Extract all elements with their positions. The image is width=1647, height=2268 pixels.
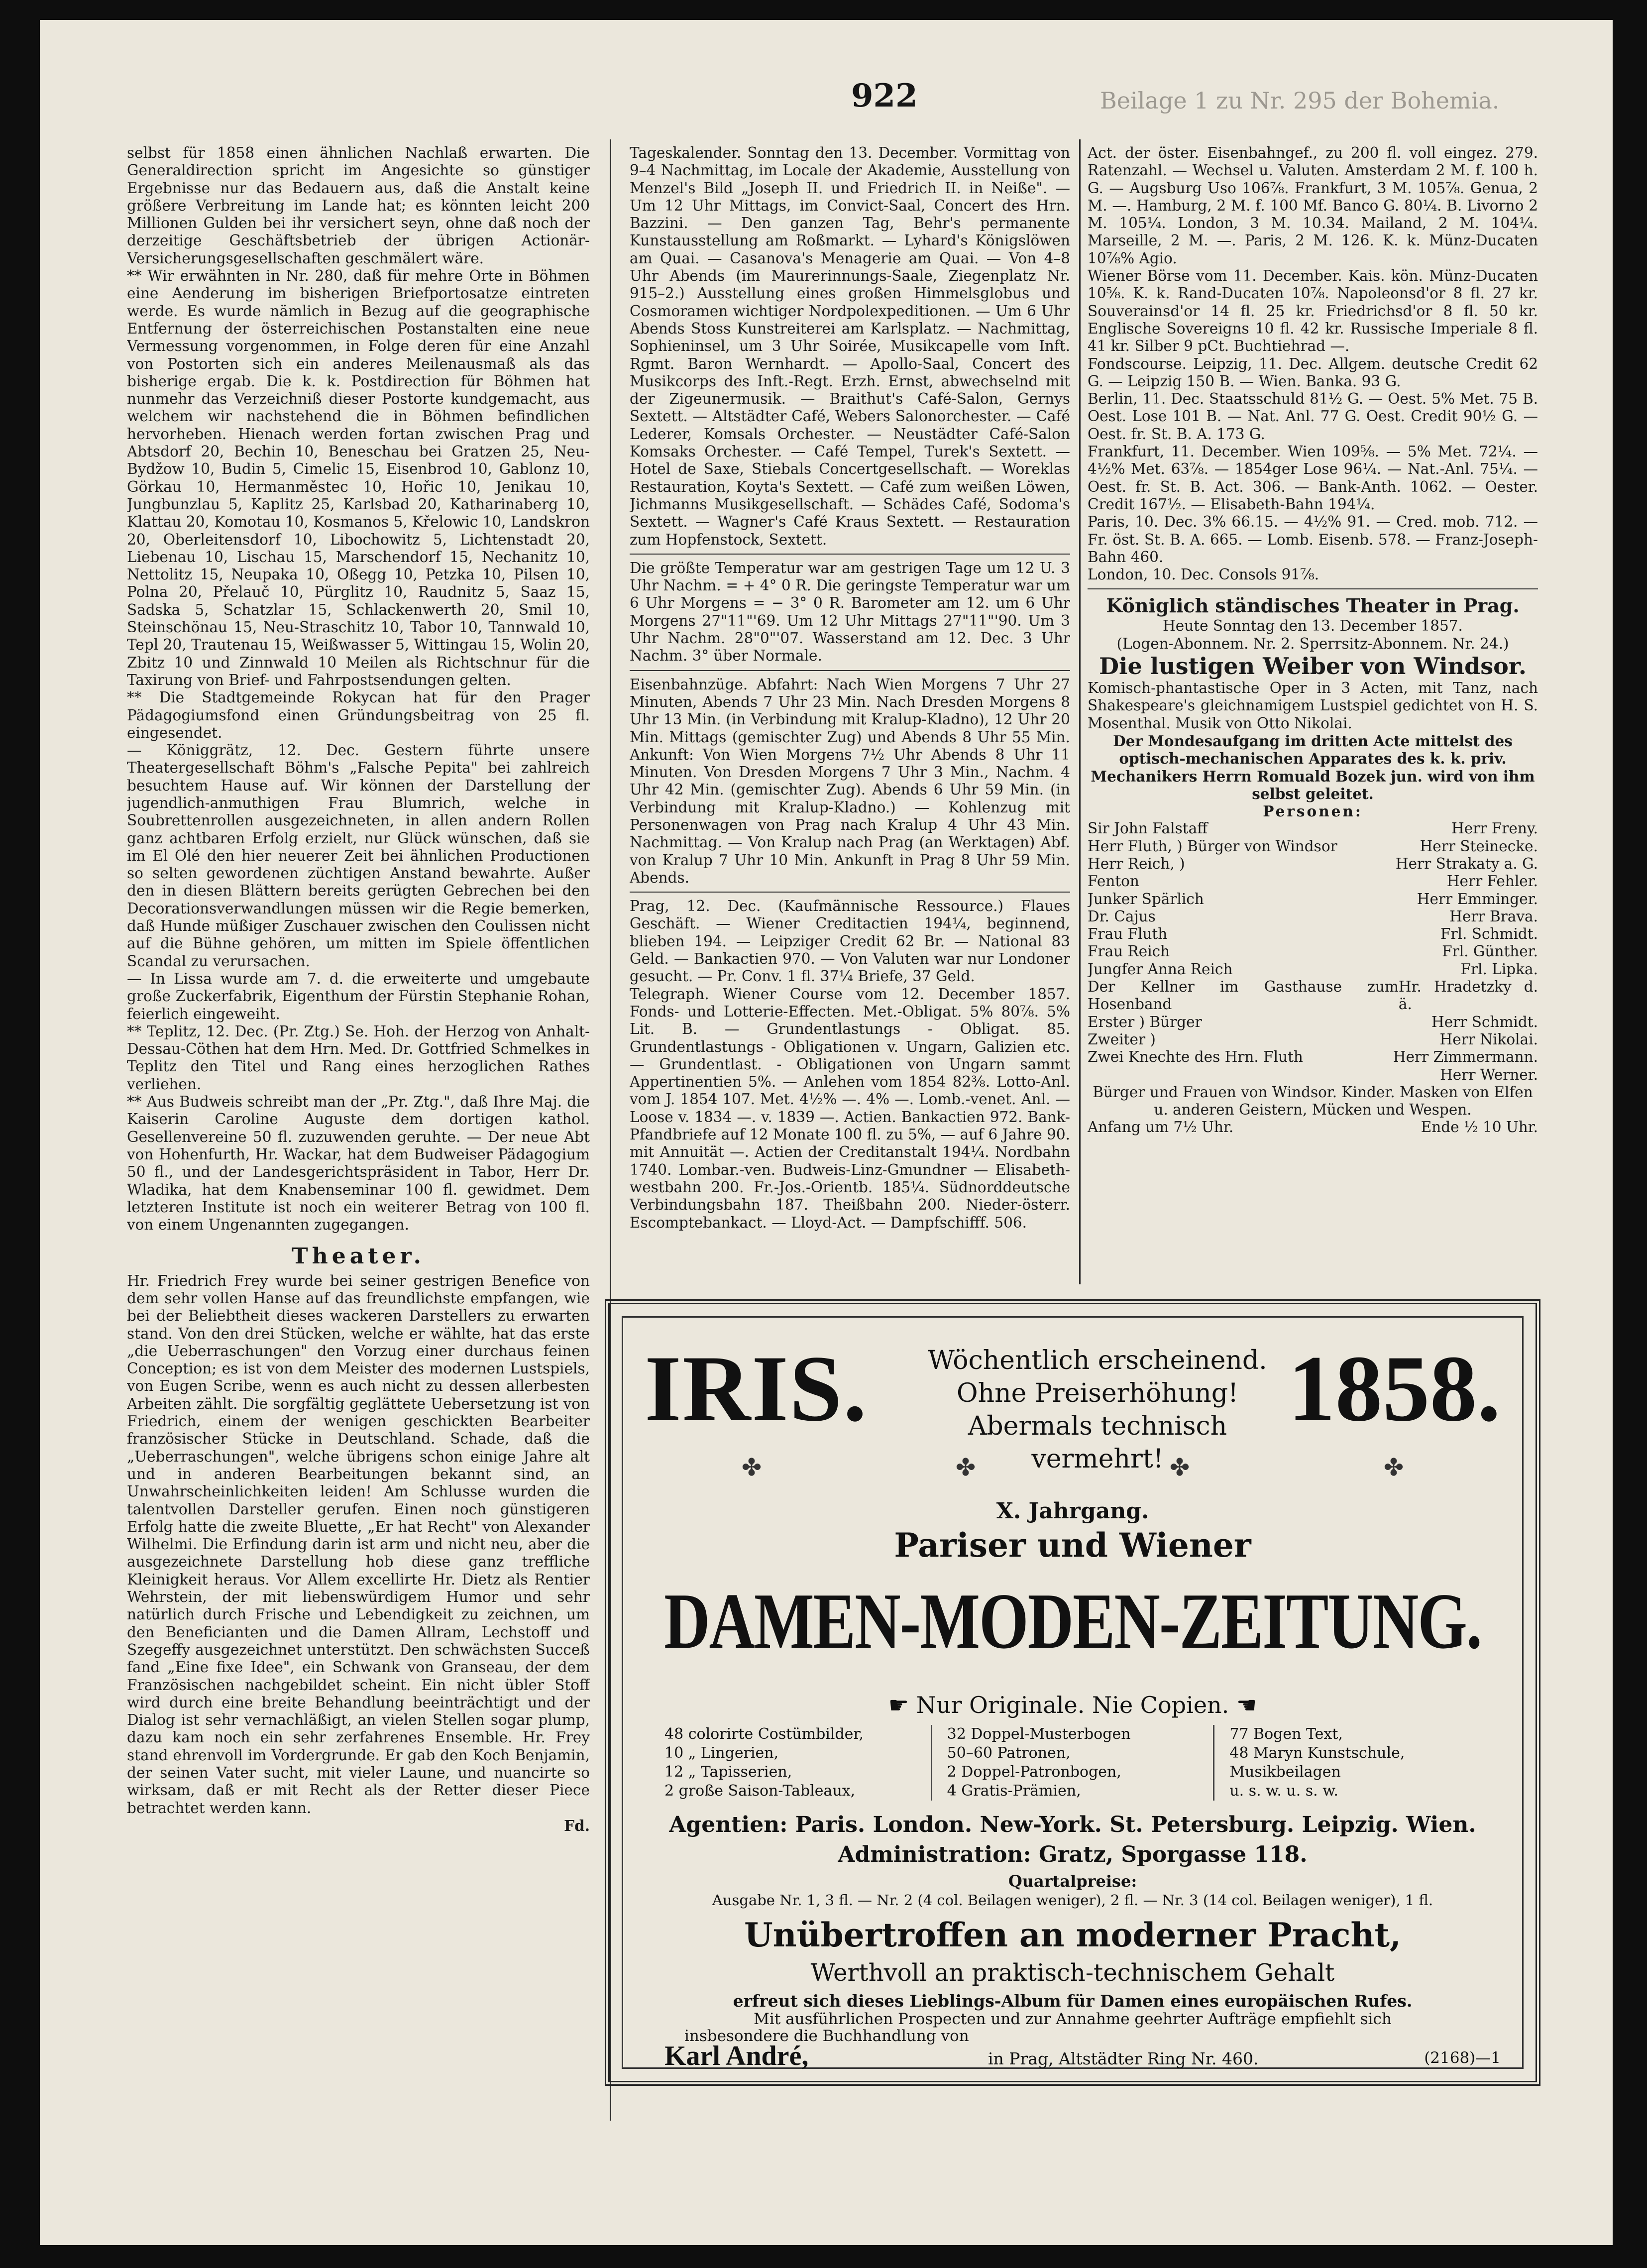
agents-line: Agentien: Paris. London. New-York. St. Petersburg. Leipzig. Wien. bbox=[669, 1812, 1476, 1837]
cast-actor: Herr Fehler. bbox=[1446, 873, 1538, 890]
author-signature: Fd. bbox=[564, 1816, 590, 1834]
cast-actor: Herr Schmidt. bbox=[1431, 1013, 1538, 1030]
product-item: 48 Maryn Kunstschule, bbox=[1229, 1744, 1405, 1762]
cast-role: Frau Fluth bbox=[1088, 925, 1168, 943]
product-item: 77 Bogen Text, bbox=[1229, 1725, 1343, 1743]
theater-announcement-title: Königlich ständisches Theater in Prag. bbox=[1106, 594, 1520, 617]
cast-row bbox=[1088, 925, 1538, 943]
product-column bbox=[947, 1725, 1199, 1801]
product-item: 48 colorirte Costümbilder, bbox=[664, 1725, 864, 1743]
end-time: Ende ½ 10 Uhr. bbox=[1421, 1119, 1538, 1136]
article-paragraph: ** Teplitz, 12. Dec. (Pr. Ztg.) Se. Hoh. der Herzog von Anhalt-Dessau-Cöthen hat dem Hrn. Med. Dr. Gottfried Schmelkes in Teplitz den Titel und Rang eines herzoglichen Rathes verliehen. bbox=[127, 1022, 590, 1093]
cast-row bbox=[1088, 891, 1538, 908]
cast-actor: Herr Emminger. bbox=[1417, 890, 1538, 907]
article-paragraph: — Königgrätz, 12. Dec. Gestern führte unsere Theatergesellschaft Böhm's „Falsche Pepita" bei zahlreich besuchtem Hause auf. Wir können der Darstellung der jugendlich-anmuthigen Frau Blumrich, welche in Soubrettenrollen ausgezeichneten, in allen andern Rollen ganz achtbaren Erfolg erzielt, nur Glück wünschen, daß sie im El Olé den hier neuerer Zeit bei ähnlichen Productionen so selten gewordenen züchtigen Anstand bewahrte. Außer den in diesen Blättern bereits gerügten Gebrechen bei den Decorationsverwandlungen müssen wir die Regie bemerken, daß Hunde müßiger Zuschauer zwischen den Coulissen nicht auf die Bühne gehören, um mitten im Spiele öffentlichen Scandal zu verursachen. bbox=[127, 742, 590, 970]
column-separator bbox=[1213, 1725, 1214, 1801]
paris-courses: Paris, 10. Dec. 3% 66.15. — 4½% 91. — Cred. mob. 712. — Fr. öst. St. B. A. 665. — Lomb. Eisenb. 578. — Franz-Joseph-Bahn 460. bbox=[1088, 513, 1538, 566]
berlin-courses: Berlin, 11. Dec. Staatsschuld 81½ G. — Oest. 5% Met. 75 B. Oest. Lose 101 B. — Nat. Anl. 77 G. Oest. Credit 90½ G. — Oest. fr. St. B. A. 173 G. bbox=[1088, 390, 1538, 443]
cast-role: Zweiter ) bbox=[1088, 1030, 1156, 1048]
section-rule bbox=[630, 670, 1070, 671]
product-item: 50–60 Patronen, bbox=[947, 1744, 1071, 1762]
prague-market-report: Prag, 12. Dec. (Kaufmännische Ressource.) Flaues Geschäft. — Wiener Creditactien 194¼, beginnend, blieben 194. — Leipziger Credit 62 Br. — National 83 Geld. — Bankactien 970. — Von Valuten war nur Londoner gesucht. — Pr. Conv. 1 fl. 37¼ Briefe, 37 Geld. bbox=[630, 898, 1070, 985]
weather-report: Die größte Temperatur war am gestrigen Tage um 12 U. 3 Uhr Nachm. = + 4° 0 R. Die geringste Temperatur war um 6 Uhr Morgens = − 3° 0 R. Barometer am 12. um 6 Uhr Morgens 27"11"'69. Um 12 Uhr Mittags 27"11"'90. Um 3 Uhr Nachm. 28"0"'07. Wasserstand am 12. Dec. 3 Uhr Nachm. 3° über Normale. bbox=[630, 559, 1070, 665]
column-divider bbox=[1079, 139, 1081, 1284]
ad-subtitle: Pariser und Wiener bbox=[894, 1526, 1251, 1565]
cast-row bbox=[1088, 838, 1538, 855]
product-item: 10 „ Lingerien, bbox=[664, 1744, 779, 1762]
ad-jahrgang: X. Jahrgang. bbox=[996, 1498, 1149, 1524]
ad-prospectus-line: Mit ausführlichen Prospecten und zur Annahme geehrter Aufträge empfiehlt sich bbox=[754, 2010, 1392, 2028]
product-item: 2 große Saison-Tableaux, bbox=[664, 1782, 856, 1800]
cast-actor: Frl. Lipka. bbox=[1460, 960, 1538, 978]
cast-row bbox=[1088, 820, 1538, 837]
theater-section-heading: Theater. bbox=[291, 1244, 425, 1269]
article-paragraph: ** Aus Budweis schreibt man der „Pr. Ztg.", daß Ihre Maj. die Kaiserin Caroline Auguste dem dortigen kathol. Gesellenvereine 50 fl. zuzuwenden geruhte. — Der neue Abt von Hohenfurth, Hr. Wackar, hat dem Budweiser Pädagogium 50 fl., und der Landesgerichtspräsident in Tabor, Herr Dr. Wladika, hat dem Knabenseminar 100 fl. gewidmet. Dem letzteren Institute ist noch ein weiterer Betrag von 100 fl. von einem Ungenannten zugegangen. bbox=[127, 1093, 590, 1234]
column-1 bbox=[127, 144, 590, 2131]
ornament-icon: ✤ bbox=[741, 1454, 762, 1481]
product-column bbox=[1229, 1725, 1481, 1801]
cast-role: Frau Reich bbox=[1088, 943, 1170, 960]
product-item: Musikbeilagen bbox=[1229, 1763, 1341, 1781]
london-courses: London, 10. Dec. Consols 91⅞. bbox=[1088, 566, 1319, 583]
cast-role: Herr Fluth, ) Bürger von Windsor bbox=[1088, 837, 1337, 855]
cast-row bbox=[1088, 1031, 1538, 1048]
railway-timetable: Eisenbahnzüge. Abfahrt: Nach Wien Morgens 7 Uhr 27 Minuten, Abends 7 Uhr 23 Min. Nach Dresden Morgens 8 Uhr 13 Min. (in Verbindung mit Kralup-Kladno), 12 Uhr 20 Min. Mittags (gemischter Zug) und Abends 8 Uhr 55 Min. Ankunft: Von Wien Morgens 7½ Uhr Abends 8 Uhr 11 Minuten. Von Dresden Morgens 7 Uhr 3 Min., Nachm. 4 Uhr 42 Min. (gemischter Zug). Abends 6 Uhr 59 Min. (in Verbindung mit Kralup-Kladno.) — Kohlenzug mit Personenwagen von Prag nach Kralup 4 Uhr 43 Min. Nachmittag. — Von Kralup nach Prag (an Werktagen) Abf. von Kralup 7 Uhr 10 Min. Ankunft in Prag 8 Uhr 59 Min. Abends. bbox=[630, 676, 1070, 886]
pointing-hand-icon: ☛ bbox=[888, 1692, 916, 1718]
leipzig-courses: Fondscourse. Leipzig, 11. Dec. Allgem. deutsche Credit 62 G. — Leipzig 150 B. — Wien. Banka. 93 G. bbox=[1088, 355, 1538, 390]
section-rule bbox=[630, 554, 1070, 555]
column-2 bbox=[630, 144, 1070, 1289]
cast-actor: Herr Zimmermann. bbox=[1393, 1048, 1538, 1066]
publisher-address: in Prag, Altstädter Ring Nr. 460. bbox=[988, 2049, 1259, 2068]
cast-role: Sir John Falstaff bbox=[1088, 820, 1208, 837]
section-rule bbox=[1088, 588, 1538, 589]
cast-role: Erster ) Bürger bbox=[1088, 1013, 1202, 1030]
publisher-name: Karl André, bbox=[664, 2041, 809, 2071]
stage-notice: Der Mondesaufgang im dritten Acte mittelst des optisch-mechanischen Apparates des k. k. priv. Mechanikers Herrn Romuald Bozek jun. wird von ihm selbst geleitet. bbox=[1091, 732, 1535, 802]
quarterly-prices-heading: Quartalpreise: bbox=[1008, 1872, 1137, 1891]
ornament-icon: ✤ bbox=[1169, 1454, 1190, 1481]
page-number: 922 bbox=[851, 77, 918, 114]
slogan-line: Wöchentlich erscheinend. bbox=[928, 1346, 1267, 1375]
cast-row bbox=[1088, 1014, 1538, 1031]
product-item: 2 Doppel-Patronbogen, bbox=[947, 1763, 1121, 1781]
cast-role: Dr. Cajus bbox=[1088, 907, 1156, 925]
cast-role: Zwei Knechte des Hrn. Fluth bbox=[1088, 1048, 1303, 1066]
play-title: Die lustigen Weiber von Windsor. bbox=[1099, 653, 1527, 680]
abonnement-line: (Logen-Abonnem. Nr. 2. Sperrsitz-Abonnem. Nr. 24.) bbox=[1116, 635, 1509, 652]
product-item: 32 Doppel-Musterbogen bbox=[947, 1725, 1131, 1743]
cast-heading: Personen: bbox=[1263, 802, 1363, 820]
cast-actor: Herr Werner. bbox=[1440, 1066, 1538, 1083]
show-times bbox=[1088, 1119, 1538, 1136]
theater-review: Hr. Friedrich Frey wurde bei seiner gestrigen Benefice von dem sehr vollen Hanse auf das freundlichste empfangen, wie bei der Beliebtheit dieses wackeren Darstellers zu erwarten stand. Von den drei Stücken, welche er wählte, hat das erste „die Ueberraschungen" den Vorzug einer durchaus feinen Conception; es ist von dem Meister des modernen Lustspiels, von Eugen Scribe, wenn es auch nicht zu dessen allerbesten Arbeiten zählt. Die sorgfältig geglättete Uebersetzung ist von Friedrich, einem der wenigen geschickten Bearbeiter französischer Stücke in Deutschland. Schade, daß die „Ueberraschungen", welche übrigens schon einige Jahre alt und in anderen Bearbeitungen bekannt sind, an Unwahrscheinlichkeiten leiden! Am Schlusse wurden die talentvollen Darsteller gerufen. Einen noch günstigeren Erfolg hatte die zweite Bluette, „Er hat Recht" von Alexander Wilhelmi. Die Erfindung darin ist arm und nicht neu, aber die ausgezeichnete Darstellung hob diese ganz treffliche Kleinigkeit heraus. Vor Allem excellirte Hr. Dietz als Rentier Wehrstein, der mit liebenswürdigem Humor und sehr natürlich durch Frische und Lebendigkeit zu zeichnen, um den Beneficianten und die Damen Allram, Lechstoff und Szegeffy ausgezeichnet unterstützt. Den schwächsten Succeß fand „Eine fixe Idee", ein Schwank von Granseau, der dem Französischen nachgebildet scheint. Ein nicht übler Stoff wird durch eine breite Behandlung beeinträchtigt und der Dialog ist sehr vernachläßigt, an vielen Stellen sogar plump, dazu kam noch ein sehr zerfahrenes Ensemble. Hr. Frey stand ehrenvoll im Vordergrunde. Er gab den Koch Benjamin, der seinen Vater sucht, mit vieler Laune, und nuancirte so wirksam, daß er mit Recht als der Retter dieser Piece betrachtet werden kann. bbox=[127, 1272, 590, 1816]
originale-text: Nur Originale. Nie Copien. bbox=[916, 1692, 1229, 1718]
administration-line: Administration: Gratz, Sporgasse 118. bbox=[838, 1842, 1308, 1867]
ad-bookshop-line: insbesondere die Buchhandlung von bbox=[684, 2027, 969, 2045]
iris-advertisement bbox=[605, 1299, 1540, 2086]
product-item: u. s. w. u. s. w. bbox=[1229, 1782, 1338, 1800]
exchange-rates: Act. der öster. Eisenbahngef., zu 200 fl. voll eingez. 279. Ratenzahl. — Wechsel u. Valuten. Amsterdam 2 M. f. 100 h. G. — Augsburg Uso 106⅞. Frankfurt, 3 M. 105⅞. Genua, 2 M. —. Hamburg, 2 M. f. 100 Mf. Banco G. 80¼. B. Livorno 2 M. 105¼. London, 3 M. 10.34. Mailand, 2 M. 104¼. Marseille, 2 M. —. Paris, 2 M. 126. K. k. Münz-Ducaten 10⅞% Agio. bbox=[1088, 144, 1538, 267]
frankfurt-courses: Frankfurt, 11. December. Wien 109⅝. — 5% Met. 72¼. — 4½% Met. 63⅞. — 1854ger Lose 96¼. — Nat.-Anl. 75¼. — Oest. fr. St. B. Act. 306. — Bank-Anth. 1062. — Oester. Credit 167½. — Elisabeth-Bahn 194¼. bbox=[1088, 443, 1538, 513]
product-column bbox=[664, 1725, 916, 1801]
cast-actor: Hr. Hradetzky d. ä. bbox=[1398, 978, 1538, 1013]
cast-list bbox=[1088, 820, 1538, 1083]
cast-actor: Herr Brava. bbox=[1449, 907, 1538, 925]
ad-slogan-werthvoll: Werthvoll an praktisch-technischem Gehalt bbox=[810, 1959, 1335, 1987]
cast-role: Jungfer Anna Reich bbox=[1088, 960, 1233, 978]
cast-actor: Herr Freny. bbox=[1451, 820, 1538, 837]
cast-role: Der Kellner im Gasthause zum Hosenband bbox=[1088, 978, 1399, 1013]
pointing-hand-icon: ☚ bbox=[1229, 1692, 1257, 1718]
cast-row bbox=[1088, 908, 1538, 925]
ad-header-row bbox=[645, 1337, 1501, 1474]
ad-reference-number: (2168)—1 bbox=[1424, 2049, 1501, 2067]
vienna-exchange: Wiener Börse vom 11. December. Kais. kön. Münz-Ducaten 10⅝. K. k. Rand-Ducaten 10⅞. Napoleonsd'or 8 fl. 27 kr. Souverainsd'or 14 fl. 25 kr. Friedrichsd'or 8 fl. 50 kr. Englische Sovereigns 10 fl. 42 kr. Russische Imperiale 8 fl. 41 kr. Silber 9 pCt. Buchtiehrad —. bbox=[1088, 267, 1538, 355]
ornament-row bbox=[645, 1454, 1501, 1481]
slogan-line: Ohne Preiserhöhung! bbox=[957, 1378, 1238, 1408]
ad-product-list bbox=[664, 1725, 1481, 1801]
play-description: Komisch-phantastische Oper in 3 Acten, mit Tanz, nach Shakespeare's gleichnamigem Lustspiel gedichtet von H. S. Mosenthal. Musik von Otto Nikolai. bbox=[1088, 680, 1538, 732]
daily-calendar: Tageskalender. Sonntag den 13. December. Vormittag von 9–4 Nachmittag, im Locale der Akademie, Ausstellung von Menzel's Bild „Joseph II. und Friedrich II. in Neiße". — Um 12 Uhr Mittags, im Convict-Saal, Concert des Hrn. Bazzini. — Den ganzen Tag, Behr's permanente Kunstausstellung am Roßmarkt. — Lyhard's Königslöwen am Quai. — Casanova's Menagerie am Quai. — Von 4–8 Uhr Abends (im Maurerinnungs-Saale, Ziegenplatz Nr. 915–2.) Ausstellung eines großen Himmelsglobus und Cosmoramen wichtiger Nordpolexpeditionen. — Um 6 Uhr Abends Stoss Kunstreiterei am Karlsplatz. — Nachmittag, Sophieninsel, um 3 Uhr Soirée, Musikcapelle vom Inft. Rgmt. Baron Wernhardt. — Apollo-Saal, Concert des Musikcorps des Inft.-Regt. Erzh. Ernst, abwechselnd mit der Zigeunermusik. — Braithut's Café-Salon, Gernys Sextett. — Altstädter Café, Webers Salonorchester. — Café Lederer, Komsals Orchester. — Neustädter Café-Salon Komsaks Orchester. — Café Tempel, Turek's Sextett. — Hotel de Saxe, Stiebals Concertgesellschaft. — Woreklas Restauration, Koyta's Sextett. — Café zum weißen Löwen, Jichmanns Musikgesellschaft. — Schädes Café, Sodoma's Sextett. — Wagner's Café Kraus Sextett. — Restauration zum Hopfenstock, Sextett. bbox=[630, 144, 1070, 548]
cast-row bbox=[1088, 978, 1538, 1014]
performance-date: Heute Sonntag den 13. December 1857. bbox=[1163, 617, 1463, 635]
section-rule bbox=[630, 892, 1070, 893]
product-item: 4 Gratis-Prämien, bbox=[947, 1782, 1081, 1800]
cast-role: Fenton bbox=[1088, 873, 1139, 890]
cast-row bbox=[1088, 873, 1538, 890]
edition-prices: Ausgabe Nr. 1, 3 fl. — Nr. 2 (4 col. Beilagen weniger), 2 fl. — Nr. 3 (14 col. Beilagen weniger), 1 fl. bbox=[712, 1892, 1433, 1909]
ornament-icon: ✤ bbox=[1383, 1454, 1404, 1481]
ad-reputation-line: erfreut sich dieses Lieblings-Album für Damen eines europäischen Rufes. bbox=[733, 1991, 1413, 2011]
cast-row bbox=[1088, 943, 1538, 960]
cast-row bbox=[1088, 1048, 1538, 1066]
extras-line: Bürger und Frauen von Windsor. Kinder. Masken von Elfen u. anderen Geistern, Mücken und Wespen. bbox=[1093, 1083, 1533, 1119]
supplement-header: Beilage 1 zu Nr. 295 der Bohemia. bbox=[1100, 87, 1500, 114]
ad-year: 1858. bbox=[1288, 1337, 1501, 1441]
cast-role: Junker Spärlich bbox=[1088, 890, 1204, 907]
cast-actor: Herr Nikolai. bbox=[1439, 1030, 1538, 1048]
iris-title: IRIS. bbox=[645, 1337, 868, 1441]
ad-slogan-pracht: Unübertroffen an moderner Pracht, bbox=[744, 1916, 1401, 1954]
article-paragraph: ** Wir erwähnten in Nr. 280, daß für mehre Orte in Böhmen eine Aenderung im bisherigen Briefportosatze eintreten werde. Es wurde nämlich in Bezug auf die geographische Entfernung der österreichischen Postanstalten eine neue Vermessung vorgenommen, in Folge deren für eine Anzahl von Postorten sich ein anderes Meilenausmaß als das bisherige ergab. Die k. k. Postdirection für Böhmen hat nunmehr das Verzeichniß dieser Postorte kundgemacht, aus welchem wir nachstehend die in Böhmen befindlichen hervorheben. Hienach werden fortan zwischen Prag und Abtsdorf 20, Bechin 10, Beneschau bei Gratzen 25, Neu-Bydžow 10, Budin 5, Cimelic 15, Eisenbrod 10, Gablonz 10, Görkau 10, Hermanměstec 10, Hořic 10, Jenikau 10, Jungbunzlau 5, Kaplitz 25, Karlsbad 20, Katharinaberg 10, Klattau 20, Komotau 10, Kosmanos 5, Křelowic 10, Landskron 20, Oberleitensdorf 10, Libochowitz 5, Lichtenstadt 20, Liebenau 10, Lischau 15, Marschendorf 15, Nechanitz 10, Nettolitz 15, Neupaka 10, Oßegg 10, Petzka 10, Pilsen 10, Polna 20, Přelauč 10, Pürglitz 10, Raudnitz 5, Saaz 15, Sadska 5, Schatzlar 15, Schlackenwerth 20, Smil 10, Steinschönau 15, Neu-Straschitz 10, Tabor 10, Tannwald 10, Tepl 20, Trautenau 15, Weißwasser 5, Wittingau 15, Wolin 20, Zbitz 10 und Zinnwald 10 Meilen als Richtschnur für die Taxirung von Brief- und Fahrpostsendungen gelten. bbox=[127, 267, 590, 688]
cast-row bbox=[1088, 855, 1538, 873]
slogan-line: Abermals technisch vermehrt! bbox=[968, 1411, 1227, 1474]
cast-role: Herr Reich, ) bbox=[1088, 855, 1185, 872]
product-item: 12 „ Tapisserien, bbox=[664, 1763, 792, 1781]
article-paragraph: selbst für 1858 einen ähnlichen Nachlaß erwarten. Die Generaldirection spricht im Angesichte so günstiger Ergebnisse nur das Bedauern aus, daß die Anstalt keine größere Verbreitung im Lande hat; es könnten leicht 200 Millionen Gulden bei ihr versichert seyn, ohne daß noch der derzeitige Geschäftsbetrieb der übrigen Actionär-Versicherungsgesellschaften geschmälert wäre. bbox=[127, 144, 590, 267]
vienna-stock-courses: Telegraph. Wiener Course vom 12. December 1857. Fonds- und Lotterie-Effecten. Met.-Obligat. 5% 80⅞. 5% Lit. B. — Grundentlastungs - Obligat. 85. Grundentlastungs - Obligationen v. Ungarn, Galizien etc. — Grundentlast. - Obligationen von Ungarn sammt Appertinentien 5%. — Anlehen vom 1854 82⅜. Lotto-Anl. vom J. 1854 107. Met. 4½% —. 4% —. Lomb.-venet. Anl. — Loose v. 1834 —. v. 1839 —. Actien. Bankactien 972. Bank-Pfandbriefe auf 12 Monate 100 fl. zu 5%, — auf 6 Jahre 90. mit Annuität —. Actien der Creditanstalt 194¼. Nordbahn 1740. Lombar.-ven. Budweis-Linz-Gmundner — Elisabeth-westbahn 200. Fr.-Jos.-Orientb. 185¼. Südnorddeutsche Verbindungsbahn 187. Theißbahn 200. Nieder-österr. Escomptebankact. — Lloyd-Act. — Dampfschifff. 506. bbox=[630, 985, 1070, 1231]
cast-actor: Herr Strakaty a. G. bbox=[1395, 855, 1538, 872]
cast-row bbox=[1088, 1066, 1538, 1084]
cast-actor: Frl. Schmidt. bbox=[1440, 925, 1538, 943]
cast-actor: Frl. Günther. bbox=[1442, 943, 1538, 960]
article-paragraph: — In Lissa wurde am 7. d. die erweiterte und umgebaute große Zuckerfabrik, Eigenthum der Fürstin Stephanie Rohan, feierlich eingeweiht. bbox=[127, 970, 590, 1022]
ornament-icon: ✤ bbox=[955, 1454, 976, 1481]
start-time: Anfang um 7½ Uhr. bbox=[1088, 1119, 1234, 1136]
column-separator bbox=[931, 1725, 932, 1801]
ad-main-title: DAMEN-MODEN-ZEITUNG. bbox=[664, 1577, 1481, 1665]
originale-line bbox=[645, 1692, 1501, 1718]
column-3 bbox=[1088, 144, 1538, 1289]
article-paragraph: ** Die Stadtgemeinde Rokycan hat für den Prager Pädagogiumsfond einen Gründungsbeitrag von 25 fl. eingesendet. bbox=[127, 689, 590, 741]
cast-actor: Herr Steinecke. bbox=[1420, 837, 1538, 855]
cast-row bbox=[1088, 961, 1538, 978]
